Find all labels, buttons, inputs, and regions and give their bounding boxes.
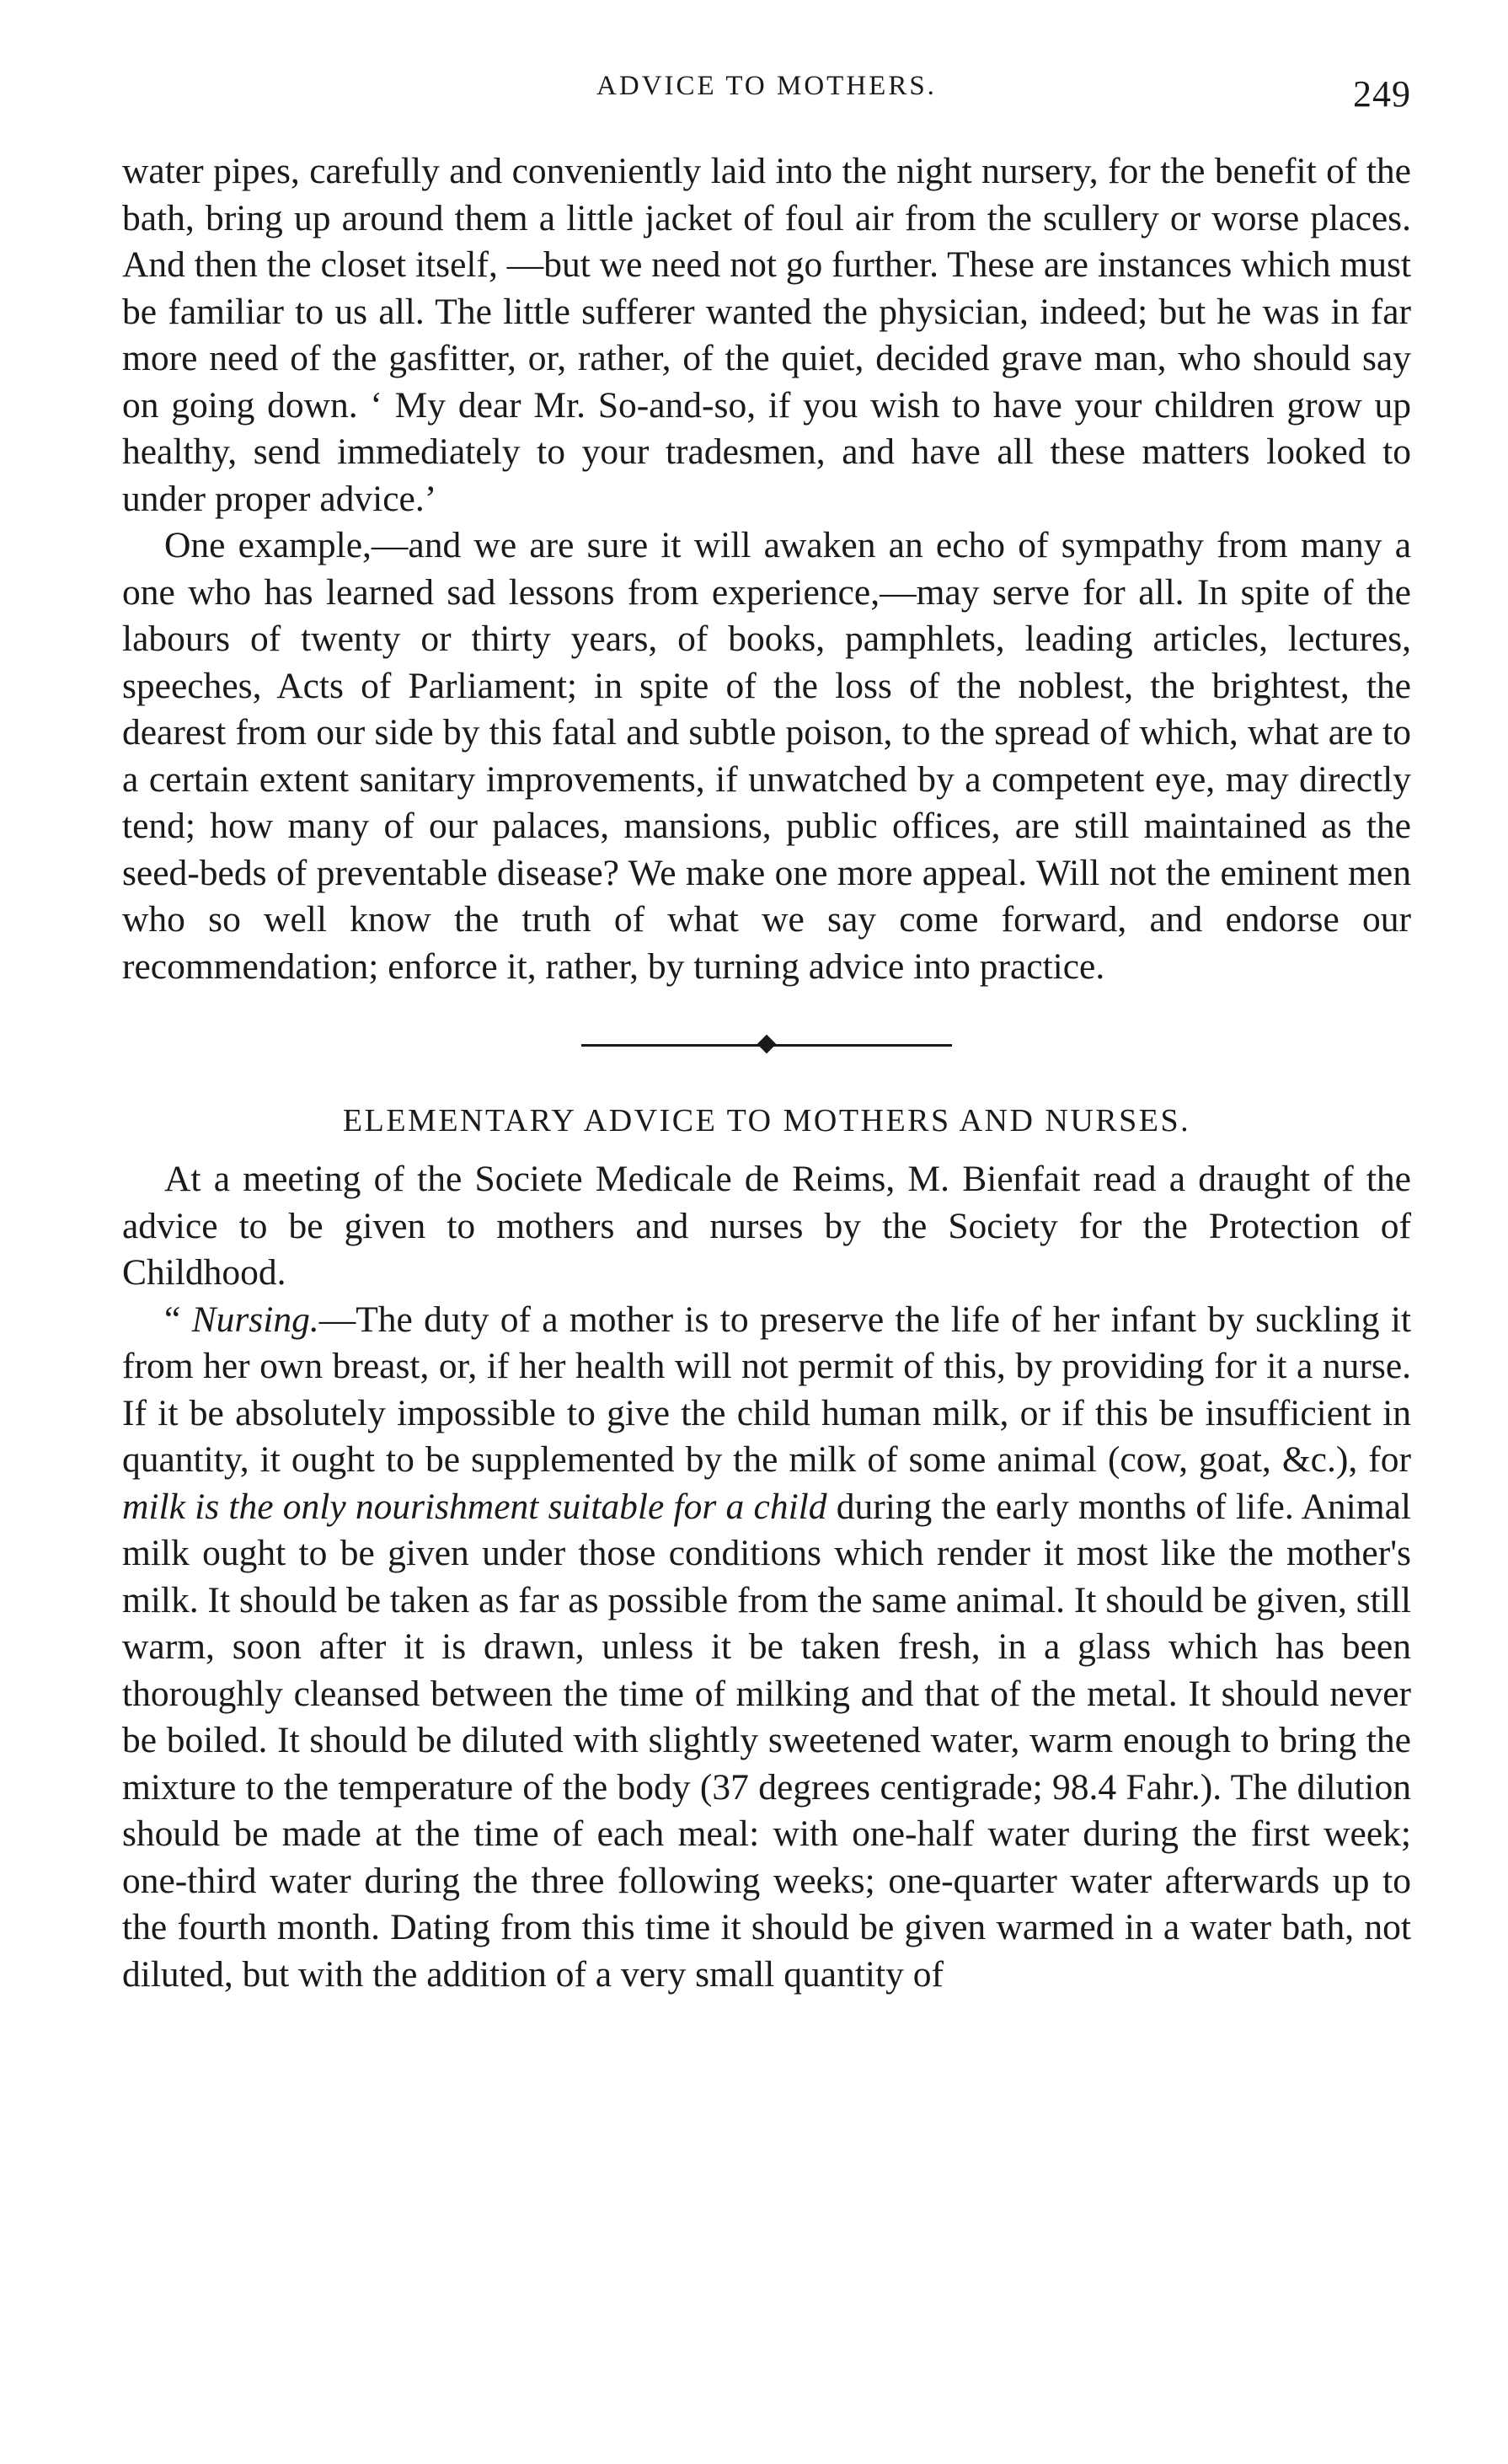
paragraph-meeting: At a meeting of the Societe Medicale de Reims, M. Bienfait read a draught of the advice to be given to mothers and nurses by the Society for the Protection of Childhood.: [122, 1159, 1411, 1293]
nursing-text-part2: during the early months of life. Animal milk ought to be given under those conditions which render it most like the mother's milk. It should be taken as far as possible from the same animal. It should be given, still warm, soon after it is drawn, unless it be taken fresh, in a glass which has been thoroughly cleansed between the time of milking and that of the metal. It should never be boiled. It should be diluted with slightly sweetened water, warm enough to bring the mixture to the temperature of the body (37 degrees centigrade; 98.4 Fahr.). The dilution should be made at the time of each meal: with one-half water during the first week; one-third water during the three following weeks; one-quarter water afterwards up to the fourth month. Dating from this time it should be given warmed in a water bath, not diluted, but with the addition of a very small quantity of: [122, 1486, 1411, 1995]
section-divider: [581, 1032, 952, 1058]
section-heading: ELEMENTARY ADVICE TO MOTHERS AND NURSES.: [342, 1103, 1191, 1138]
paragraph-continued: water pipes, carefully and conveniently laid into the night nursery, for the benefit of the bath, bring up around them a little jacket of foul air from the scullery or worse places. And then the closet itself, —but we need not go further. These are instances which must be familiar to us all. The little sufferer wanted the physician, indeed; but he was in far more need of the gasfitter, or, rather, of the quiet, decided grave man, who should say on going down. ‘ My dear Mr. So-and-so, if you wish to have your children grow up healthy, send immediately to your tradesmen, and have all these matters looked to under proper advice.’: [122, 151, 1411, 519]
nursing-text-part1: —The duty of a mother is to preserve the life of her infant by suckling it from her own breast, or, if her health will not permit of this, by providing for it a nurse. If it be absolutely impossible to give the child human milk, or if this be insufficient in quantity, it ought to be supplemented by the milk of some animal (cow, goat, &c.), for: [122, 1299, 1411, 1480]
running-head: [122, 71, 1411, 121]
page-number: 249: [1353, 73, 1411, 115]
nursing-emphasis: milk is the only nourishment suitable for a child: [122, 1486, 827, 1527]
divider-ornament-icon: [757, 1035, 777, 1054]
paragraph-example: One example,—and we are sure it will awaken an echo of sympathy from many a one who has learned sad lessons from experience,—may serve for all. In spite of the labours of twenty or thirty years, of books, pamphlets, leading articles, lectures, speeches, Acts of Parliament; in spite of the loss of the noblest, the brightest, the dearest from our side by this fatal and subtle poison, to the spread of which, what are to a certain extent sanitary improvements, if unwatched by a competent eye, may directly tend; how many of our palaces, mansions, public offices, are still maintained as the seed-beds of preventable disease? We make one more appeal. Will not the eminent men who so well know the truth of what we say come forward, and endorse our recommendation; enforce it, rather, by turning advice into practice.: [122, 525, 1411, 987]
running-title: ADVICE TO MOTHERS.: [596, 71, 937, 101]
open-quote: “: [164, 1299, 192, 1340]
body-text: [122, 148, 1411, 1998]
paragraph-nursing: [122, 1297, 1411, 1999]
nursing-term: Nursing.: [191, 1299, 319, 1340]
